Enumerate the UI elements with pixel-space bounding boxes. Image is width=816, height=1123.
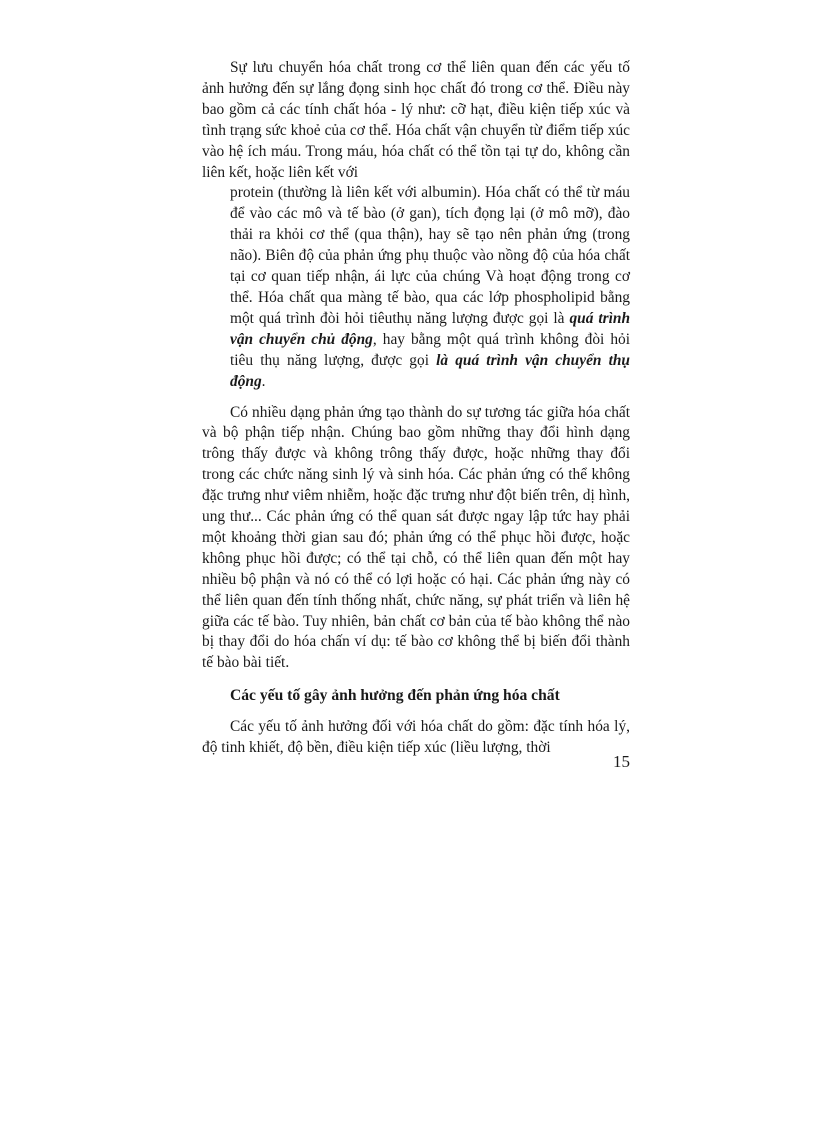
- paragraph-protein-text-mid: , hay bằng một quá trình không đòi hỏi tiêu thụ năng lượng, được gọi: [230, 330, 630, 369]
- paragraph-protein-text: protein (thường là liên kết với albumin). Hóa chất có thể từ máu để vào các mô và tế bào (ở gan), tích đọng lại (ở mô mỡ), đào thải ra khỏi cơ thể (qua thận), hay sẽ tạo nên phản ứng (trong não). Biên độ của phản ứng phụ thuộc vào nồng độ của hóa chất tại cơ quan tiếp nhận, ái lực của chúng Và hoạt động trong cơ thể. Hóa chất qua màng tế bào, qua các lớp phospholipid bằng một quá trình đòi hỏi tiêuthụ năng lượng được gọi là: [230, 184, 630, 327]
- paragraph-protein-text-end: .: [261, 372, 266, 390]
- term-passive-transport: là quá trình vận chuyển thụ động: [230, 351, 630, 390]
- term-active-transport: quá trình vận chuyển chủ động: [230, 309, 630, 348]
- paragraph-transport: Sự lưu chuyển hóa chất trong cơ thể liên quan đến các yếu tố ảnh hưởng đến sự lắng đọng sinh học chất đó trong cơ thể. Điều này bao gồm cả các tính chất hóa - lý như: cỡ hạt, điều kiện tiếp xúc và tình trạng sức khoẻ của cơ thể. Hóa chất vận chuyển từ điểm tiếp xúc vào hệ ích máu. Trong máu, hóa chất có thể tồn tại tự do, không cần liên kết, hoặc liên kết với: [202, 59, 630, 181]
- section-heading: Các yếu tố gây ảnh hưởng đến phản ứng hóa chất: [230, 687, 560, 705]
- paragraph-reactions: Có nhiều dạng phản ứng tạo thành do sự tương tác giữa hóa chất và bộ phận tiếp nhận. Chúng bao gồm những thay đổi hình dạng trông thấy được và không trông thấy được, hoặc những thay đổi trong các chức năng sinh lý và sinh hóa. Các phản ứng có thể không đặc trưng như viêm nhiễm, hoặc đặc trưng như đột biến trên, dị hình, ung thư... Các phản ứng có thể quan sát được ngay lập tức hay phải một khoảng thời gian sau đó; phản ứng có thể phục hồi được, hoặc không phục hồi được; có thể tại chỗ, có thể liên quan đến một hay nhiều bộ phận và nó có thể có lợi hoặc có hại. Các phản ứng này có thể liên quan đến tính thống nhất, chức năng, sự phát triển và liên hệ giữa các tế bào. Tuy nhiên, bản chất cơ bản của tế bào không thể nào bị thay đổi do hóa chấn ví dụ: tế bào cơ không thể bị biến đổi thành tế bào bài tiết.: [202, 403, 630, 672]
- page-number: 15: [613, 752, 630, 771]
- paragraph-protein-binding: [202, 183, 630, 392]
- document-page: [202, 58, 630, 771]
- paragraph-factors: Các yếu tố ảnh hưởng đối với hóa chất do gồm: đặc tính hóa lý, độ tinh khiết, độ bền, điều kiện tiếp xúc (liều lượng, thời: [202, 718, 630, 757]
